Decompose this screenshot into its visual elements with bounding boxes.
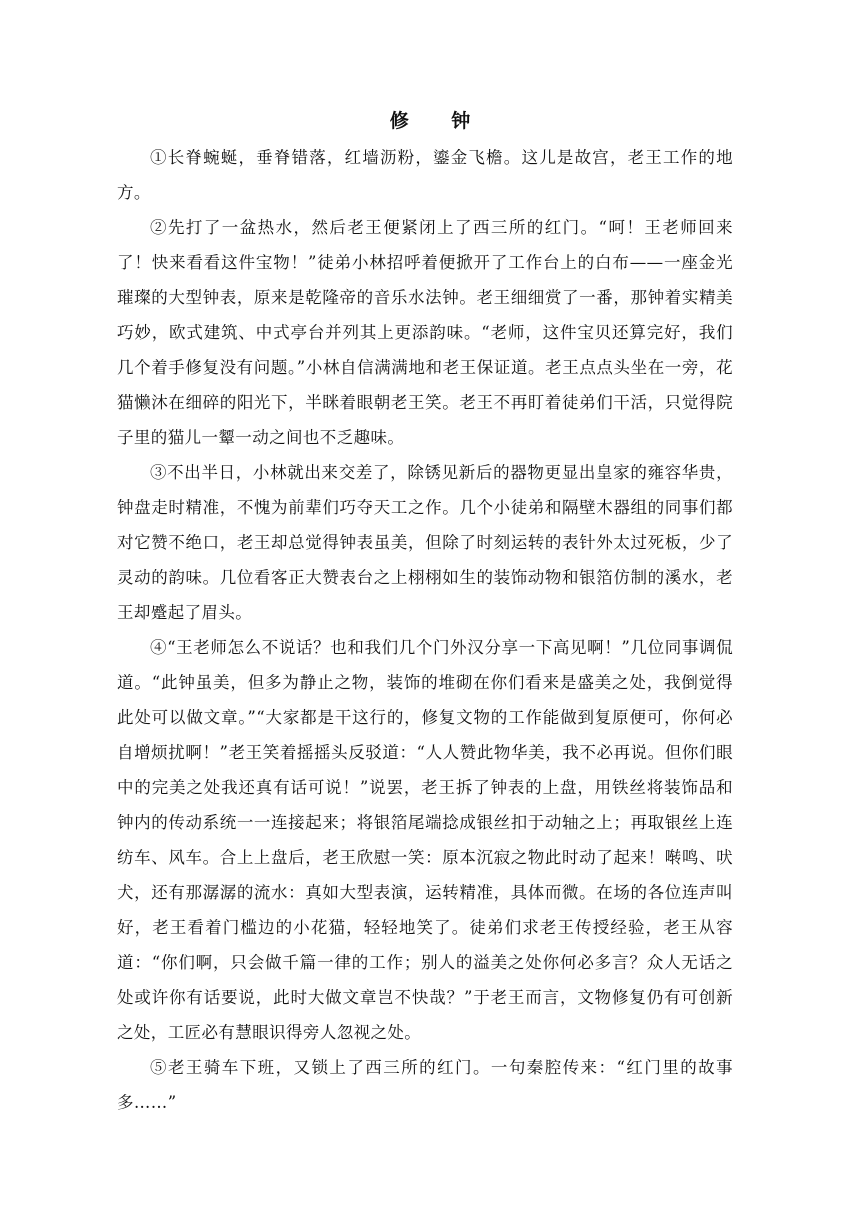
document-title: 修 钟	[389, 110, 489, 132]
paragraph-2: ②先打了一盆热水，然后老王便紧闭上了西三所的红门。“呵！王老师回来了！快来看看这件宝物！”徒弟小林招呼着便掀开了工作台上的白布——一座金光璀璨的大型钟表，原来是乾隆帝的音乐水法钟。老王细细赏了一番，那钟着实精美巧妙，欧式建筑、中式亭台并列其上更添韵味。“老师，这件宝贝还算完好，我们几个着手修复没有问题。”小林自信满满地和老王保证道。老王点点头坐在一旁，花猫懒沐在细碎的阳光下，半眯着眼朝老王笑。老王不再盯着徒弟们干活，只觉得院子里的猫儿一颦一动之间也不乏趣味。	[117, 218, 733, 447]
paragraph-1: ①长脊蜿蜒，垂脊错落，红墙沥粉，鎏金飞檐。这儿是故宫，老王工作的地方。	[117, 148, 733, 202]
paragraph-4: ④“王老师怎么不说话？也和我们几个门外汉分享一下高见啊！”几位同事调侃道。“此钟虽美，但多为静止之物，装饰的堆砌在你们看来是盛美之处，我倒觉得此处可以做文章。”“大家都是干这行的，修复文物的工作能做到复原便可，你何必自增烦扰啊！”老王笑着摇摇头反驳道：“人人赞此物华美，我不必再说。但你们眼中的完美之处我还真有话可说！”说罢，老王拆了钟表的上盘，用铁丝将装饰品和钟内的传动系统一一连接起来；将银箔尾端捻成银丝扣于动轴之上；再取银丝上连纺车、风车。合上上盘后，老王欣慰一笑：原本沉寂之物此时动了起来！啭鸣、吠犬，还有那潺潺的流水：真如大型表演，运转精准，具体而微。在场的各位连声叫好，老王看着门槛边的小花猫，轻轻地笑了。徒弟们求老王传授经验，老王从容道：“你们啊，只会做千篇一律的工作；别人的溢美之处你何必多言？众人无话之处或许你有话要说，此时大做文章岂不快哉？”于老王而言，文物修复仍有可创新之处，工匠必有慧眼识得旁人忽视之处。	[117, 638, 733, 1042]
document-body	[117, 140, 733, 1120]
paragraph-3: ③不出半日，小林就出来交差了，除锈见新后的器物更显出皇家的雍容华贵，钟盘走时精准，不愧为前辈们巧夺天工之作。几个小徒弟和隔壁木器组的同事们都对它赞不绝口，老王却总觉得钟表虽美，但除了时刻运转的表针外太过死板，少了灵动的韵味。几位看客正大赞表台之上栩栩如生的装饰动物和银箔仿制的溪水，老王却蹙起了眉头。	[117, 463, 733, 622]
paragraph-5: ⑤老王骑车下班，又锁上了西三所的红门。一句秦腔传来：“红门里的故事多……”	[117, 1058, 733, 1112]
